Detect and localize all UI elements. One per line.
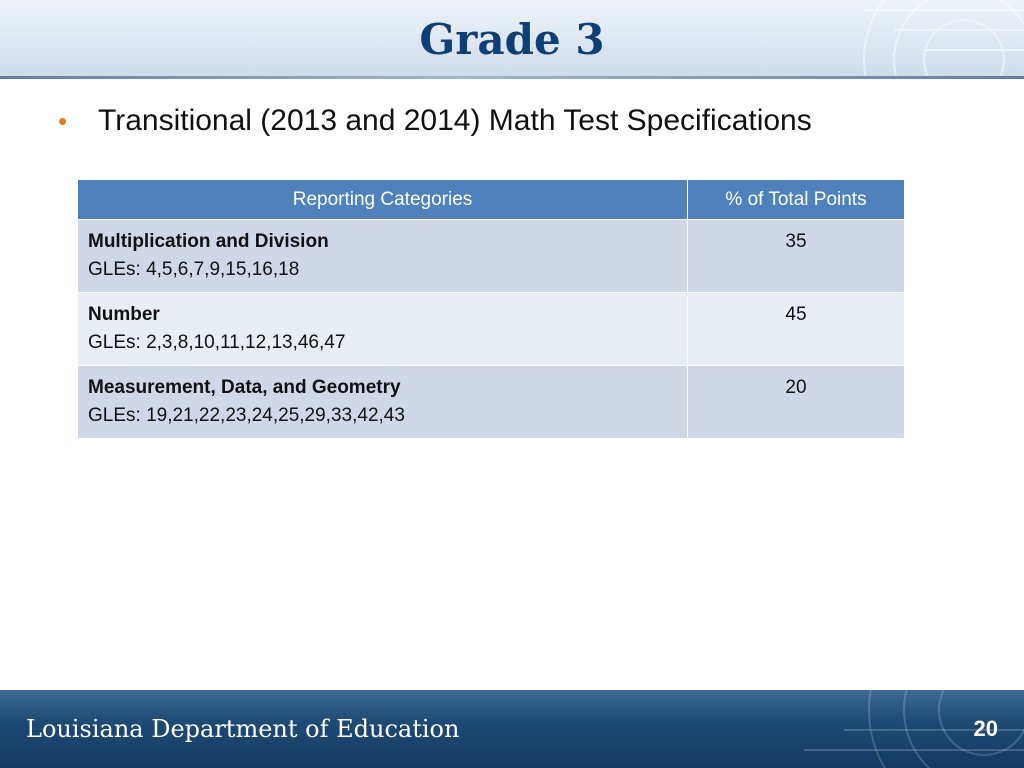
table-row (78, 293, 905, 366)
category-cell (78, 293, 688, 366)
category-cell (78, 220, 688, 293)
table-row (78, 366, 905, 439)
category-gles: GLEs: 19,21,22,23,24,25,29,33,42,43 (88, 405, 405, 426)
header-divider (0, 76, 1024, 79)
percent-cell: 45 (688, 293, 905, 366)
organization-name: Louisiana Department of Education (26, 715, 460, 743)
category-name: Number (88, 304, 160, 325)
header-percent-total-points: % of Total Points (688, 180, 905, 220)
bullet-icon: • (58, 106, 68, 136)
header-reporting-categories: Reporting Categories (78, 180, 688, 220)
category-gles: GLEs: 4,5,6,7,9,15,16,18 (88, 259, 300, 280)
page-title: Grade 3 (419, 15, 605, 64)
footer-band (0, 690, 1024, 768)
category-name: Multiplication and Division (88, 231, 329, 252)
table-row (78, 220, 905, 293)
category-name: Measurement, Data, and Geometry (88, 377, 401, 398)
category-gles: GLEs: 2,3,8,10,11,12,13,46,47 (88, 332, 346, 353)
bullet-item (58, 100, 812, 142)
table-header-row (78, 180, 905, 220)
page-number: 20 (973, 716, 998, 741)
percent-cell: 20 (688, 366, 905, 439)
bullet-text: Transitional (2013 and 2014) Math Test Specifications (98, 104, 812, 137)
category-cell (78, 366, 688, 439)
header-band (0, 0, 1024, 77)
percent-cell: 35 (688, 220, 905, 293)
test-specifications-table (77, 179, 905, 439)
